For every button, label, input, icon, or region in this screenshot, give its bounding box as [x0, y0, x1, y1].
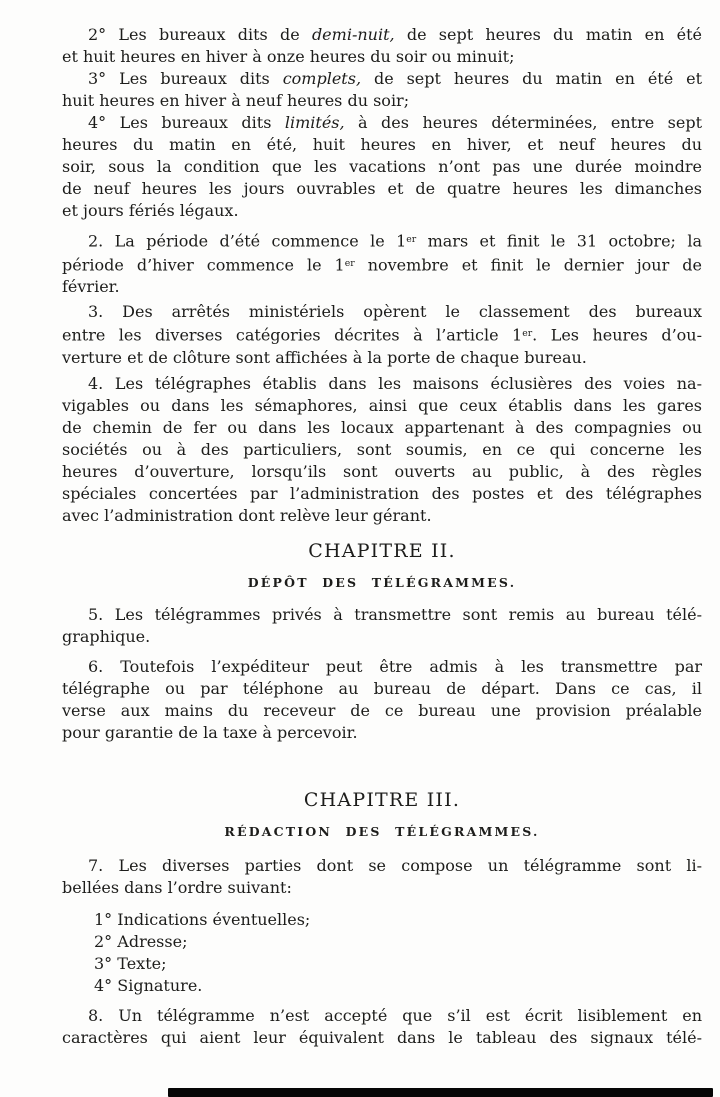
- text-line: pour garantie de la taxe à percevoir.: [62, 723, 358, 742]
- text-run: à des heures déterminées, entre sept: [344, 113, 703, 132]
- text-line: de neuf heures les jours ouvrables et de quatre heures les dimanches: [62, 179, 702, 198]
- text-line: 5. Les télégrammes privés à transmettre sont remis au bureau télé-: [88, 605, 702, 624]
- text-line: caractères qui aient leur équivalent dans le tableau des signaux télé-: [62, 1028, 702, 1047]
- list-item: 4° Signature.: [94, 976, 203, 995]
- text-line: [62, 112, 702, 134]
- chapter-3-title: CHAPITRE III.: [303, 789, 461, 811]
- chapter-2-title: CHAPITRE II.: [308, 540, 456, 562]
- text-run: 2° Les bureaux dits de: [88, 25, 312, 44]
- text-line: verse aux mains du receveur de ce bureau une provision préalable: [62, 701, 702, 720]
- text-line: [62, 229, 702, 253]
- telegram-parts-list: [94, 909, 694, 997]
- text-run: 2. La période d’été commence le 1: [88, 231, 407, 251]
- text-line: télégraphe ou par téléphone au bureau de départ. Dans ce cas, il: [62, 679, 702, 698]
- paragraph-item-4: [62, 112, 702, 222]
- paragraph-item-3: [62, 68, 702, 112]
- paragraph-article-2: [62, 229, 702, 298]
- text-run: . Les heures d’ou-: [532, 325, 702, 345]
- text-line: 6. Toutefois l’expéditeur peut être admis à les transmettre par: [88, 657, 702, 676]
- paragraph-article-5: [62, 604, 702, 648]
- text-line: heures du matin en été, huit heures en hiver, et neuf heures du: [62, 135, 702, 154]
- scan-artifact-bar: [168, 1088, 713, 1097]
- text-run: mars et finit le 31 octobre; la: [416, 231, 702, 251]
- paragraph-item-2: [62, 24, 702, 68]
- paragraph-article-3: [62, 301, 702, 369]
- text-line: février.: [62, 277, 120, 297]
- text-line: avec l’administration dont relève leur gérant.: [62, 506, 432, 525]
- text-line: verture et de clôture sont affichées à la porte de chaque bureau.: [62, 347, 587, 367]
- italic-term: complets,: [282, 69, 362, 88]
- text-line: [62, 68, 702, 90]
- superscript: er: [406, 234, 417, 245]
- text-line: bellées dans l’ordre suivant:: [62, 878, 292, 897]
- text-line: [62, 323, 702, 347]
- text-line: [62, 253, 702, 277]
- text-run: de sept heures du matin en été: [394, 25, 702, 44]
- text-line: et huit heures en hiver à onze heures du soir ou minuit;: [62, 47, 515, 66]
- paragraph-article-4: [62, 373, 702, 527]
- text-line: huit heures en hiver à neuf heures du soir;: [62, 91, 410, 110]
- text-line: heures d’ouverture, lorsqu’ils sont ouverts au public, à des règles: [62, 462, 702, 481]
- text-line: vigables ou dans les sémaphores, ainsi que ceux établis dans les gares: [62, 396, 702, 415]
- text-line: graphique.: [62, 627, 151, 646]
- chapter-2-subtitle: DÉPÔT DES TÉLÉGRAMMES.: [247, 575, 517, 590]
- list-item: 1° Indications éventuelles;: [94, 910, 311, 929]
- superscript: er: [522, 328, 533, 339]
- text-line: 3. Des arrêtés ministériels opèrent le classement des bureaux: [88, 302, 702, 321]
- text-line: 4. Les télégraphes établis dans les maisons éclusières des voies na-: [88, 374, 702, 393]
- text-line: [62, 24, 702, 46]
- italic-term: limités,: [284, 113, 345, 132]
- text-line: sociétés ou à des particuliers, sont soumis, en ce qui concerne les: [62, 440, 702, 459]
- text-line: 8. Un télégramme n’est accepté que s’il est écrit lisiblement en: [88, 1006, 702, 1025]
- text-run: novembre et finit le dernier jour de: [354, 255, 702, 275]
- chapter-3-subtitle: RÉDACTION DES TÉLÉGRAMMES.: [224, 824, 540, 839]
- italic-term: demi-nuit,: [311, 25, 395, 44]
- superscript: er: [344, 257, 355, 269]
- text-run: entre les diverses catégories décrites à l’article 1: [62, 325, 523, 345]
- list-item: 2° Adresse;: [94, 932, 188, 951]
- text-run: de sept heures du matin en été et: [361, 69, 703, 88]
- text-run: 4° Les bureaux dits: [88, 113, 285, 132]
- text-run: période d’hiver commence le 1: [62, 255, 345, 275]
- list-item: 3° Texte;: [94, 954, 167, 973]
- text-line: spéciales concertées par l’administration des postes et des télégraphes: [62, 484, 702, 503]
- paragraph-article-7: [62, 855, 702, 899]
- text-line: soir, sous la condition que les vacations n’ont pas une durée moindre: [62, 157, 702, 176]
- text-line: de chemin de fer ou dans les locaux appartenant à des compagnies ou: [62, 418, 702, 437]
- paragraph-article-8: [62, 1005, 702, 1049]
- paragraph-article-6: [62, 656, 702, 744]
- text-run: 3° Les bureaux dits: [88, 69, 283, 88]
- text-line: 7. Les diverses parties dont se compose un télégramme sont li-: [88, 856, 702, 875]
- text-line: et jours fériés légaux.: [62, 201, 239, 220]
